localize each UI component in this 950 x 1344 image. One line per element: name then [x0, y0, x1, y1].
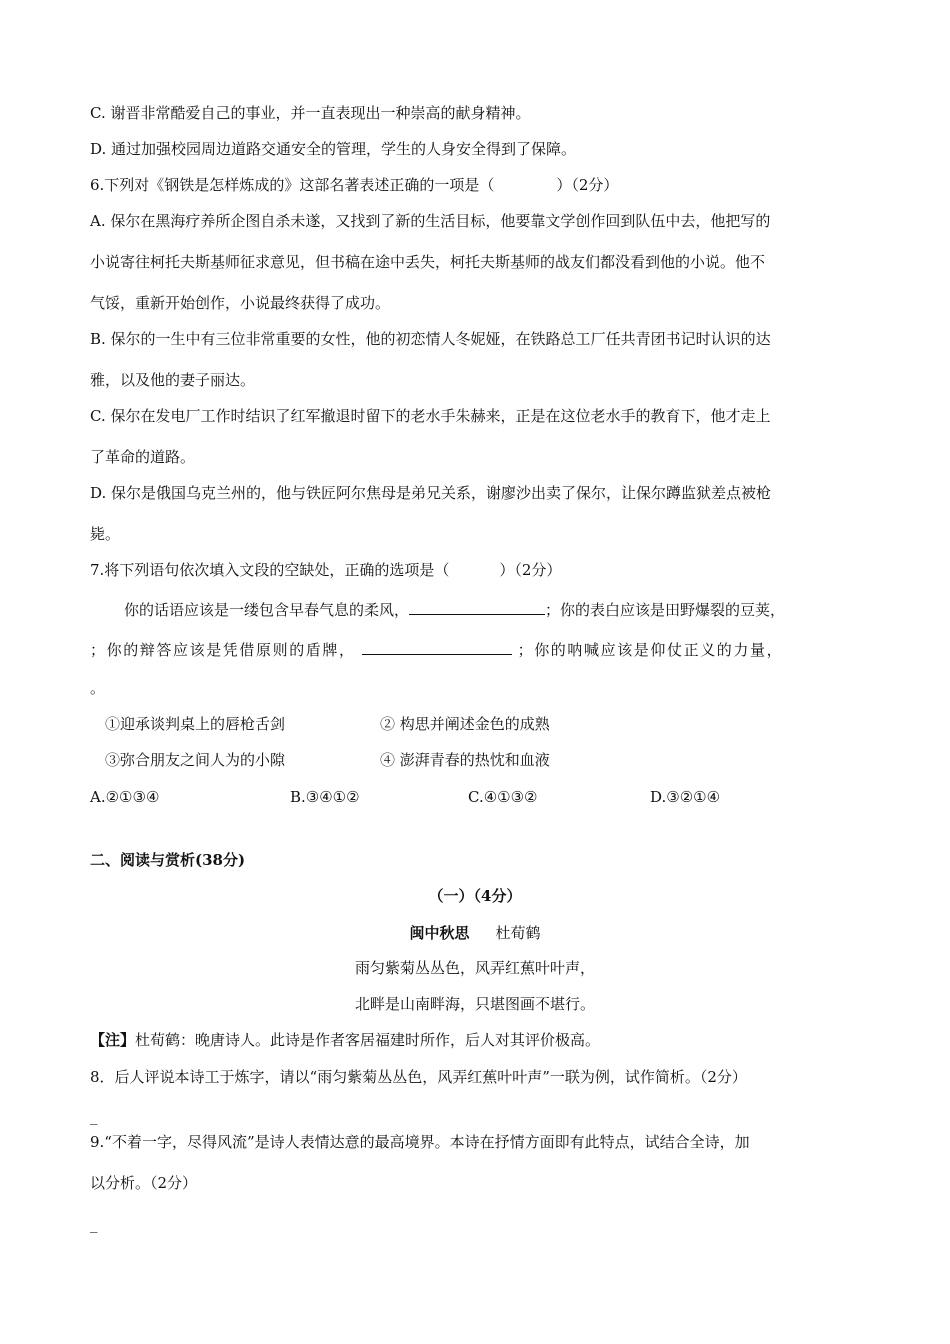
q7-option-c[interactable]: C.④①③② [468, 788, 538, 806]
poem-note [90, 1030, 600, 1050]
q6-option-a-line-3: 气馁，重新开始创作，小说最终获得了成功。 [90, 294, 391, 312]
q5-option-d: D. 通过加强校园周边道路交通安全的管理，学生的人身安全得到了保障。 [90, 140, 577, 158]
q7-stem [90, 560, 561, 580]
q7-passage-line-1 [124, 598, 785, 620]
q5-option-c: C. 谢晋非常酷爱自己的事业，并一直表现出一种崇高的献身精神。 [90, 104, 531, 122]
question-9-line-2: 以分析。（2分） [90, 1174, 198, 1192]
poem-title: 闽中秋思 [409, 924, 470, 942]
q6-stem-score: ）（2分） [556, 176, 619, 194]
question-9-line-1: 9.“不着一字，尽得风流”是诗人表情达意的最高境界。本诗在抒情方面即有此特点，试结合全诗，加 [90, 1133, 750, 1151]
q7-stem-score: ）（2分） [499, 561, 562, 579]
q7-item-2: ② 构思并阐述金色的成熟 [380, 715, 550, 733]
poem-heading [0, 923, 950, 943]
q6-stem [90, 175, 618, 195]
q6-option-c-line-2: 了革命的道路。 [90, 448, 196, 466]
q7-option-a[interactable]: A.②①③④ [90, 788, 160, 806]
q7-passage-line-2 [90, 638, 783, 660]
poem-line-1: 雨匀紫菊丛丛色，风弄红蕉叶叶声， [354, 959, 595, 977]
q6-option-d-line-2: 毙。 [90, 525, 121, 543]
section-title: 二、阅读与赏析(38分) [90, 851, 246, 869]
q7-item-1: ①迎承谈判桌上的唇枪舌剑 [105, 715, 286, 733]
q6-stem-text: 6.下列对《钢铁是怎样炼成的》这部名著表述正确的一项是（ [90, 176, 495, 194]
q7-option-b[interactable]: B.③④①② [290, 788, 360, 806]
q7-passage-text-2: ；你的表白应该是田野爆裂的豆荚， [545, 601, 786, 619]
q7-passage-text-3: ；你的辩答应该是凭借原则的盾牌， [90, 641, 356, 659]
question-8: 8．后人评说本诗工于炼字，请以“雨匀紫菊丛丛色，风弄红蕉叶叶声”一联为例，试作简析。（2分） [90, 1068, 747, 1086]
q6-option-a-line-2: 小说寄往柯托夫斯基师征求意见，但书稿在途中丢失，柯托夫斯基师的战友们都没看到他的小说。他不 [90, 253, 766, 271]
q7-item-3: ③弥合朋友之间人为的小隙 [105, 751, 286, 769]
answer-line-8[interactable]: _ [90, 1107, 98, 1125]
q7-passage-text-1: 你的话语应该是一缕包含早春气息的柔风， [124, 601, 410, 619]
poem-author: 杜荀鹤 [495, 924, 541, 942]
poem-line-2: 北畔是山南畔海，只堪图画不堪行。 [354, 995, 595, 1013]
note-label: 【注】 [90, 1031, 136, 1049]
q7-blank-1[interactable] [409, 598, 545, 615]
q7-item-4: ④ 澎湃青春的热忱和血液 [380, 751, 550, 769]
part-heading: （一）（4分） [428, 887, 522, 905]
q6-option-c-line-1: C. 保尔在发电厂工作时结识了红军撤退时留下的老水手朱赫来，正是在这位老水手的教育下，他才走上 [90, 407, 771, 425]
q6-option-b-line-2: 雅，以及他的妻子丽达。 [90, 371, 256, 389]
answer-line-9[interactable]: _ [90, 1215, 98, 1233]
q6-option-d-line-1: D. 保尔是俄国乌克兰州的，他与铁匠阿尔焦母是弟兄关系，谢廖沙出卖了保尔，让保尔蹲监狱差点被枪 [90, 484, 772, 502]
q7-passage-line-3: 。 [90, 679, 106, 697]
q7-blank-2[interactable] [362, 638, 512, 655]
q6-option-a-line-1: A. 保尔在黑海疗养所企图自杀未遂，又找到了新的生活目标，他要靠文学创作回到队伍中去，他把写的 [90, 212, 771, 230]
q7-passage-text-4: ；你的呐喊应该是仰仗正义的力量， [517, 641, 784, 659]
q6-option-b-line-1: B. 保尔的一生中有三位非常重要的女性，他的初恋情人冬妮娅，在铁路总工厂任共青团书记时认识的达 [90, 330, 771, 348]
note-text: 杜荀鹤：晚唐诗人。此诗是作者客居福建时所作，后人对其评价极高。 [135, 1031, 601, 1049]
q7-stem-text: 7.将下列语句依次填入文段的空缺处，正确的选项是（ [90, 561, 450, 579]
q7-option-d[interactable]: D.③②①④ [650, 788, 721, 806]
